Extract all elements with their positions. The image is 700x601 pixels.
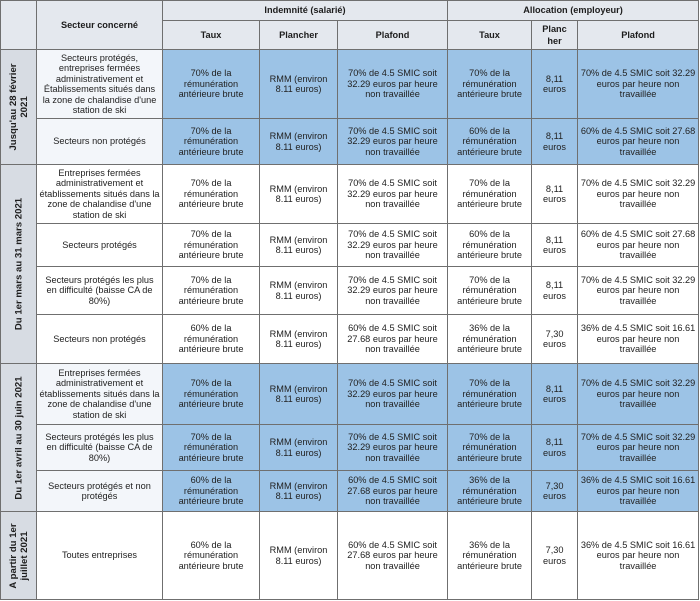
indemnite-taux: 60% de la rémunération antérieure brute [163,315,260,364]
table-row [1,267,699,315]
allocation-plafond: 36% de 4.5 SMIC soit 16.61 euros par heure non travaillée [578,315,699,364]
period-label-line: Du 1er avril au 30 juin 2021 [13,375,24,500]
period-label [13,376,24,499]
allocation-taux: 36% de la rémunération antérieure brute [448,315,532,364]
period-label-line: juillet 2021 [18,530,30,581]
period-cell [1,50,37,165]
period-label-line: Du 1er mars au 31 mars 2021 [13,197,24,331]
header-plafond: Plafond [338,21,448,50]
allocation-plancher [532,512,578,600]
period-label-line: A partir du 1er [7,522,19,589]
allocation-plancher-value: 8,11 euros [543,183,567,204]
indemnite-plafond: 70% de 4.5 SMIC soit 32.29 euros par heure non travaillée [338,224,448,267]
period-label-line: 2021 [18,96,30,118]
header-allocation: Allocation (employeur) [448,1,699,21]
header-allocation-taux: Taux [448,21,532,50]
sector-cell: Secteurs protégés et non protégés [37,471,163,512]
allocation-plafond: 70% de 4.5 SMIC soit 32.29 euros par heure non travaillée [578,364,699,425]
table-row [1,50,699,119]
indemnite-plafond: 60% de 4.5 SMIC soit 27.68 euros par heure non travaillée [338,471,448,512]
indemnite-taux: 60% de la rémunération antérieure brute [163,471,260,512]
allocation-plancher [532,364,578,425]
indemnite-plancher: RMM (environ 8.11 euros) [260,50,338,119]
period-label [8,63,30,150]
indemnite-plafond: 70% de 4.5 SMIC soit 32.29 euros par heure non travaillée [338,364,448,425]
header-allocation-plancher [532,21,578,50]
sector-cell: Entreprises fermées administrativement et établissements situés dans la zone de chalandise d'une station de ski [37,364,163,425]
indemnite-plancher: RMM (environ 8.11 euros) [260,119,338,165]
allocation-plafond: 60% de 4.5 SMIC soit 27.68 euros par heure non travaillée [578,119,699,165]
table-row [1,315,699,364]
period-cell [1,364,37,512]
sector-cell: Secteurs protégés, entreprises fermées administrativement et Établissements situés dans la zone de chalandise d'une station de ski [37,50,163,119]
header-secteur: Secteur concerné [37,1,163,50]
indemnite-taux: 70% de la rémunération antérieure brute [163,50,260,119]
header-taux: Taux [163,21,260,50]
indemnite-plancher: RMM (environ 8.11 euros) [260,315,338,364]
indemnite-taux: 70% de la rémunération antérieure brute [163,224,260,267]
table-row [1,224,699,267]
indemnite-plafond: 70% de 4.5 SMIC soit 32.29 euros par heure non travaillée [338,50,448,119]
indemnite-plafond: 70% de 4.5 SMIC soit 32.29 euros par heure non travaillée [338,165,448,224]
allocation-taux: 70% de la rémunération antérieure brute [448,267,532,315]
allocation-plancher-value: 8,11 euros [543,234,567,255]
allocation-plafond: 60% de 4.5 SMIC soit 27.68 euros par heure non travaillée [578,224,699,267]
sector-cell: Secteurs non protégés [37,119,163,165]
indemnite-plancher: RMM (environ 8.11 euros) [260,267,338,315]
allocation-plancher [532,165,578,224]
indemnite-taux: 70% de la rémunération antérieure brute [163,364,260,425]
allocation-plancher-value: 8,11 euros [543,280,567,301]
header-plancher: Plancher [260,21,338,50]
sector-cell: Toutes entreprises [37,512,163,600]
sector-cell: Secteurs protégés [37,224,163,267]
indemnite-taux: 70% de la rémunération antérieure brute [163,425,260,471]
indemnite-taux: 70% de la rémunération antérieure brute [163,267,260,315]
allocation-plancher [532,224,578,267]
table-row [1,425,699,471]
header-corner [1,1,37,50]
allocation-plafond: 70% de 4.5 SMIC soit 32.29 euros par heure non travaillée [578,267,699,315]
allocation-taux: 60% de la rémunération antérieure brute [448,224,532,267]
indemnite-plancher: RMM (environ 8.11 euros) [260,425,338,471]
allocation-plancher [532,471,578,512]
sector-cell: Entreprises fermées administrativement et établissements situés dans la zone de chalandise d'une station de ski [37,165,163,224]
indemnite-plafond: 60% de 4.5 SMIC soit 27.68 euros par heure non travaillée [338,512,448,600]
header-allocation-plafond: Plafond [578,21,699,50]
allocation-plancher [532,119,578,165]
allocation-taux: 70% de la rémunération antérieure brute [448,50,532,119]
sector-cell: Secteurs protégés les plus en difficulté (baisse CA de 80%) [37,267,163,315]
indemnite-plancher: RMM (environ 8.11 euros) [260,512,338,600]
allocation-taux: 70% de la rémunération antérieure brute [448,165,532,224]
indemnite-plafond: 60% de 4.5 SMIC soit 27.68 euros par heure non travaillée [338,315,448,364]
header-allocation-plancher-label: Plancher [542,24,567,46]
table-row [1,119,699,165]
allocation-taux: 36% de la rémunération antérieure brute [448,471,532,512]
indemnite-plancher: RMM (environ 8.11 euros) [260,364,338,425]
allocation-plancher [532,315,578,364]
allocation-plancher-value: 8,11 euros [543,383,567,404]
sector-cell: Secteurs non protégés [37,315,163,364]
indemnite-plafond: 70% de 4.5 SMIC soit 32.29 euros par heure non travaillée [338,267,448,315]
allocation-taux: 36% de la rémunération antérieure brute [448,512,532,600]
header-indemnite: Indemnité (salarié) [163,1,448,21]
allocation-plancher-value: 8,11 euros [543,131,567,152]
sector-cell: Secteurs protégés les plus en difficulté (baisse CA de 80%) [37,425,163,471]
indemnite-plancher: RMM (environ 8.11 euros) [260,471,338,512]
allocation-plancher-value: 7,30 euros [543,480,567,501]
period-cell [1,512,37,600]
indemnite-plancher: RMM (environ 8.11 euros) [260,224,338,267]
allocation-plancher [532,50,578,119]
allocation-plafond: 70% de 4.5 SMIC soit 32.29 euros par heure non travaillée [578,50,699,119]
allocation-plancher-value: 8,11 euros [543,437,567,458]
allocation-plafond: 70% de 4.5 SMIC soit 32.29 euros par heure non travaillée [578,425,699,471]
indemnite-taux: 70% de la rémunération antérieure brute [163,119,260,165]
table-row [1,512,699,600]
allocation-plancher-value: 7,30 euros [543,545,567,566]
allocation-plancher [532,267,578,315]
allocation-taux: 70% de la rémunération antérieure brute [448,364,532,425]
allocation-plancher-value: 8,11 euros [543,73,567,94]
indemnite-plancher: RMM (environ 8.11 euros) [260,165,338,224]
allocation-plancher [532,425,578,471]
table-row [1,165,699,224]
indemnite-plafond: 70% de 4.5 SMIC soit 32.29 euros par heure non travaillée [338,119,448,165]
period-label [8,523,30,588]
allocation-taux: 60% de la rémunération antérieure brute [448,119,532,165]
indemnite-taux: 60% de la rémunération antérieure brute [163,512,260,600]
allocation-taux: 70% de la rémunération antérieure brute [448,425,532,471]
allocation-plafond: 70% de 4.5 SMIC soit 32.29 euros par heure non travaillée [578,165,699,224]
allocation-plafond: 36% de 4.5 SMIC soit 16.61 euros par heure non travaillée [578,471,699,512]
table-row [1,364,699,425]
table-row [1,471,699,512]
period-cell [1,165,37,364]
indemnite-plafond: 70% de 4.5 SMIC soit 32.29 euros par heure non travaillée [338,425,448,471]
period-label [13,198,24,330]
allocation-plafond: 36% de 4.5 SMIC soit 16.61 euros par heure non travaillée [578,512,699,600]
period-label-line: Jusqu'au 28 février [7,63,19,151]
allocation-plancher-value: 7,30 euros [543,328,567,349]
indemnite-taux: 70% de la rémunération antérieure brute [163,165,260,224]
